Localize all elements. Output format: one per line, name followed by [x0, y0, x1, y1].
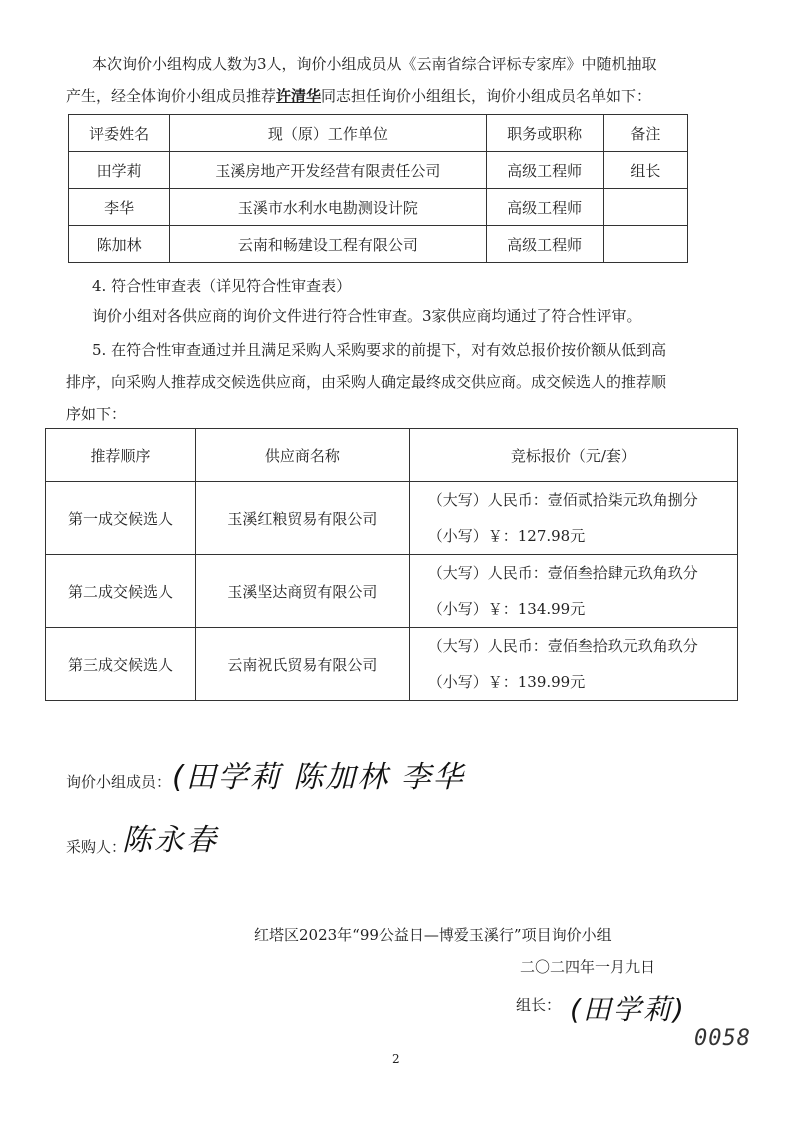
price-lower: （小写）￥：139.99元	[427, 673, 586, 691]
table-row	[69, 189, 688, 226]
candidate-rank: 第二成交候选人	[46, 555, 196, 628]
table-row	[46, 482, 738, 555]
members-label: 询价小组成员：	[66, 773, 172, 791]
member-note	[603, 226, 687, 263]
candidate-supplier: 玉溪红粮贸易有限公司	[196, 482, 410, 555]
member-title: 高级工程师	[486, 226, 603, 263]
leader-signature: (田学莉)	[570, 993, 686, 1026]
candidate-supplier: 玉溪坚达商贸有限公司	[196, 555, 410, 628]
header-cell: 供应商名称	[196, 429, 410, 482]
document-date: 二〇二四年一月九日	[520, 958, 656, 976]
purchaser-label: 采购人：	[66, 838, 127, 856]
intro-line-2	[66, 82, 651, 110]
candidate-supplier: 云南祝氏贸易有限公司	[196, 628, 410, 701]
panel-table	[68, 114, 688, 263]
stamp-number: 0058	[694, 1026, 751, 1051]
header-cell: 推荐顺序	[46, 429, 196, 482]
members-signature: (田学莉 陈加林 李华	[172, 760, 465, 795]
table-row	[46, 628, 738, 701]
candidate-table	[45, 428, 738, 701]
price-lower: （小写）￥：127.98元	[427, 527, 586, 545]
member-note: 组长	[603, 152, 687, 189]
section-5-line-2: 排序，向采购人推荐成交候选供应商，由采购人确定最终成交供应商。成交候选人的推荐顺	[66, 373, 667, 391]
table-header-row	[69, 115, 688, 152]
member-note	[603, 189, 687, 226]
candidate-price	[409, 555, 737, 628]
table-row	[69, 226, 688, 263]
member-name: 田学莉	[69, 152, 170, 189]
leader-label: 组长：	[516, 996, 562, 1014]
header-cell: 评委姓名	[69, 115, 170, 152]
candidate-rank: 第一成交候选人	[46, 482, 196, 555]
candidate-rank: 第三成交候选人	[46, 628, 196, 701]
intro-line-2a: 产生，经全体询价小组成员推荐	[66, 87, 277, 105]
purchaser-signature: 陈永春	[122, 823, 218, 858]
price-upper: （大写）人民币：壹佰叁拾玖元玖角玖分	[427, 637, 698, 655]
member-unit: 玉溪市水利水电勘测设计院	[170, 189, 486, 226]
header-cell: 备注	[603, 115, 687, 152]
section-4-heading: 4. 符合性审查表（详见符合性审查表）	[92, 277, 352, 295]
table-row	[46, 555, 738, 628]
section-4-text: 询价小组对各供应商的询价文件进行符合性审查。3家供应商均通过了符合性评审。	[92, 307, 642, 325]
candidate-price	[409, 482, 737, 555]
member-name: 李华	[69, 189, 170, 226]
member-title: 高级工程师	[486, 152, 603, 189]
table-header-row	[46, 429, 738, 482]
organization: 红塔区2023年“99公益日—博爱玉溪行”项目询价小组	[254, 926, 612, 944]
member-title: 高级工程师	[486, 189, 603, 226]
leader-name: 许清华	[276, 87, 322, 105]
member-unit: 玉溪房地产开发经营有限责任公司	[170, 152, 486, 189]
intro-line-1: 本次询价小组构成人数为3人，询价小组成员从《云南省综合评标专家库》中随机抽取	[92, 55, 657, 73]
member-name: 陈加林	[69, 226, 170, 263]
candidate-price	[409, 628, 737, 701]
table-row	[69, 152, 688, 189]
price-upper: （大写）人民币：壹佰叁拾肆元玖角玖分	[427, 564, 698, 582]
header-cell: 现（原）工作单位	[170, 115, 486, 152]
header-cell: 职务或职称	[486, 115, 603, 152]
section-5-line-1: 5. 在符合性审查通过并且满足采购人采购要求的前提下，对有效总报价按价额从低到高	[92, 341, 667, 359]
member-unit: 云南和畅建设工程有限公司	[170, 226, 486, 263]
header-cell: 竞标报价（元/套）	[409, 429, 737, 482]
page-number: 2	[392, 1052, 400, 1066]
price-lower: （小写）￥：134.99元	[427, 600, 586, 618]
intro-line-2b: 同志担任询价小组组长，询价小组成员名单如下：	[321, 87, 652, 105]
section-5-line-3: 序如下：	[66, 405, 127, 423]
price-upper: （大写）人民币：壹佰贰拾柒元玖角捌分	[427, 491, 698, 509]
